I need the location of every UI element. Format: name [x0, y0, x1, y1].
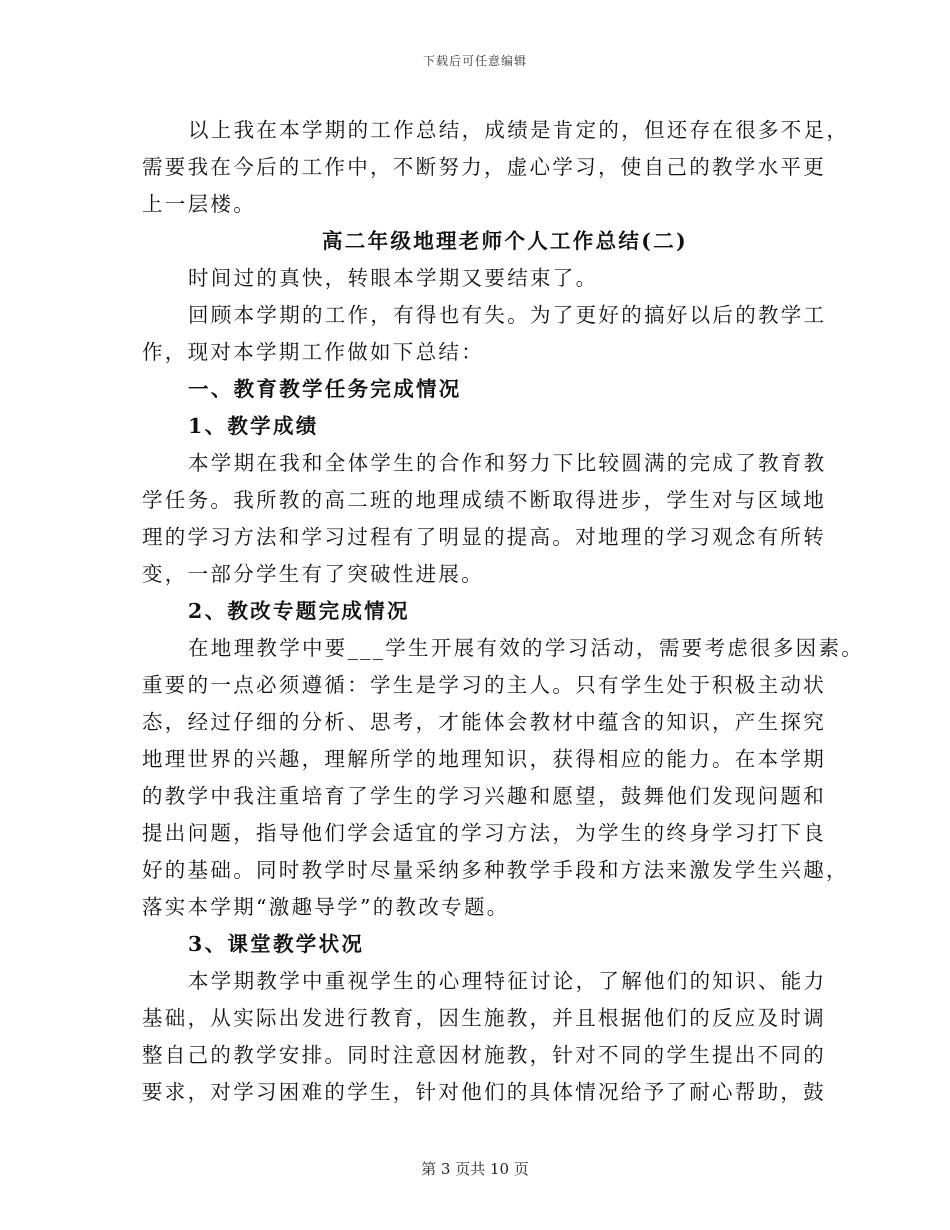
paragraph-line: 落实本学期“激趣导学”的教改专题。 [142, 895, 510, 919]
paragraph-line: 时间过的真快，转眼本学期又要结束了。 [188, 266, 599, 290]
document-title: 高二年级地理老师个人工作总结(二) [322, 229, 688, 253]
paragraph-line: 本学期教学中重视学生的心理特征讨论，了解他们的知识、能力 [188, 969, 827, 993]
section-heading: 一、教育教学任务完成情况 [188, 377, 462, 401]
paragraph-line: 整自己的教学安排。同时注意因材施教，针对不同的学生提出不同的 [142, 1043, 826, 1067]
subsection-heading: 3、课堂教学状况 [188, 932, 365, 956]
paragraph-line: 地理世界的兴趣，理解所学的地理知识，获得相应的能力。在本学期 [142, 747, 826, 771]
paragraph-line: 上一层楼。 [142, 192, 256, 216]
paragraph-line: 在地理教学中要___学生开展有效的学习活动，需要考虑很多因素。 [188, 636, 865, 660]
paragraph-line: 本学期在我和全体学生的合作和努力下比较圆满的完成了教育教 [188, 451, 827, 475]
paragraph-line: 学任务。我所教的高二班的地理成绩不断取得进步，学生对与区域地 [142, 488, 826, 512]
paragraph-line: 需要我在今后的工作中，不断努力，虚心学习，使自己的教学水平更 [142, 155, 826, 179]
paragraph-line: 作，现对本学期工作做如下总结： [142, 340, 484, 364]
subsection-heading: 1、教学成绩 [188, 414, 319, 438]
paragraph-line: 要求，对学习困难的学生，针对他们的具体情况给予了耐心帮助，鼓 [142, 1080, 826, 1104]
paragraph-line: 好的基础。同时教学时尽量采纳多种教学手段和方法来激发学生兴趣， [142, 858, 849, 882]
paragraph-line: 重要的一点必须遵循：学生是学习的主人。只有学生处于积极主动状 [142, 673, 826, 697]
header-note: 下载后可任意编辑 [422, 54, 527, 68]
paragraph-line: 变，一部分学生有了突破性进展。 [142, 562, 484, 586]
paragraph-line: 回顾本学期的工作，有得也有失。为了更好的搞好以后的教学工 [188, 303, 827, 327]
paragraph-line: 基础，从实际出发进行教育，因生施教，并且根据他们的反应及时调 [142, 1006, 826, 1030]
paragraph-line: 提出问题，指导他们学会适宜的学习方法，为学生的终身学习打下良 [142, 821, 826, 845]
subsection-heading: 2、教改专题完成情况 [188, 599, 410, 623]
document-body [142, 112, 865, 1111]
paragraph-line: 以上我在本学期的工作总结，成绩是肯定的，但还存在很多不足， [188, 118, 850, 142]
paragraph-line: 理的学习方法和学习过程有了明显的提高。对地理的学习观念有所转 [142, 525, 826, 549]
paragraph-line: 态，经过仔细的分析、思考，才能体会教材中蕴含的知识，产生探究 [142, 710, 826, 734]
paragraph-line: 的教学中我注重培育了学生的学习兴趣和愿望，鼓舞他们发现问题和 [142, 784, 826, 808]
page-number: 第 3 页共 10 页 [421, 1160, 529, 1178]
